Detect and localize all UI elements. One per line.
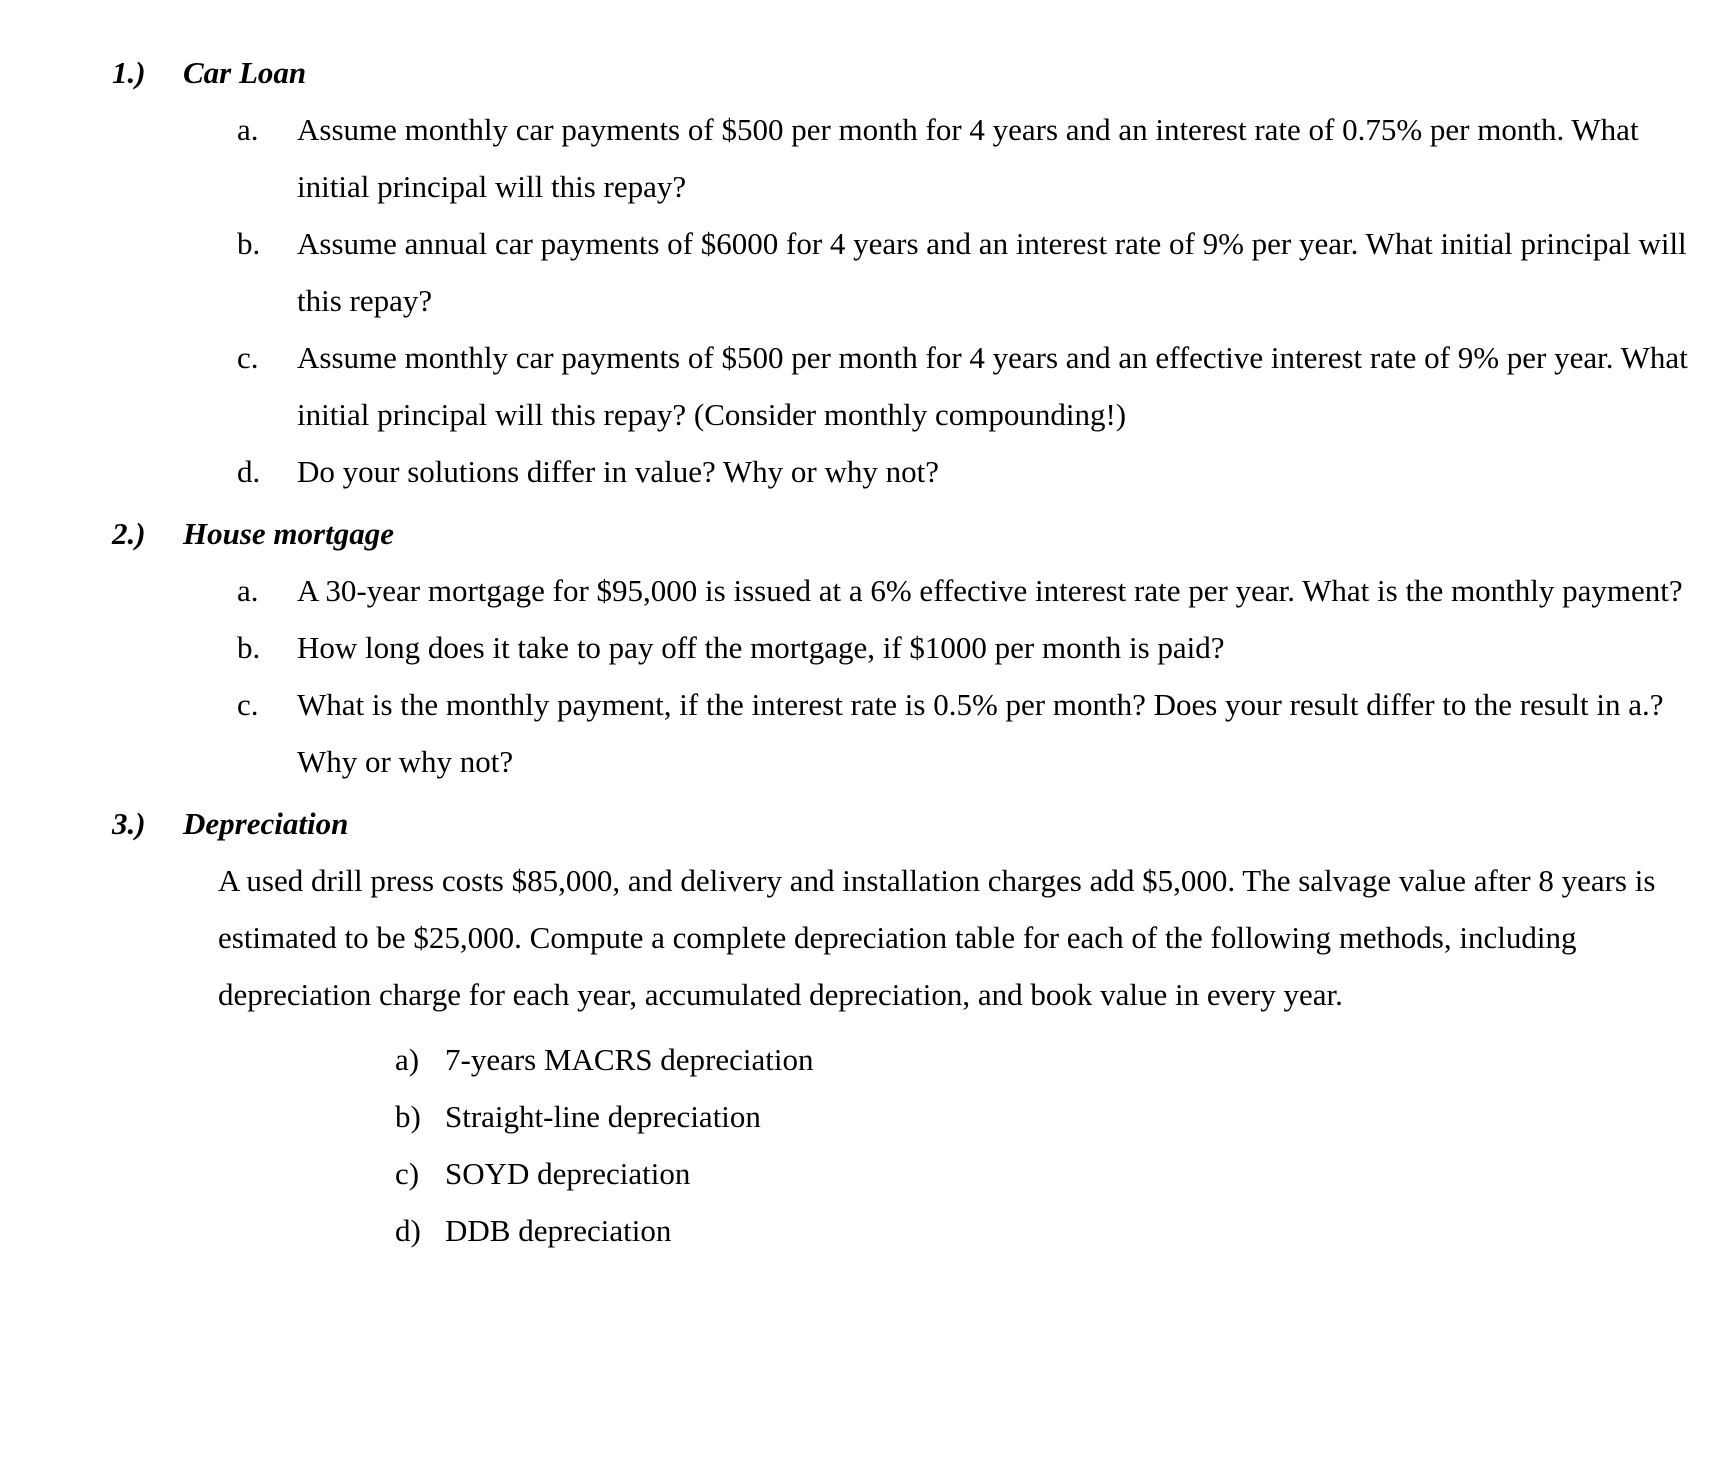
section-2-number: 2.): [112, 516, 146, 551]
list-item-marker: a.: [237, 573, 259, 608]
section-1-heading: [112, 44, 1706, 101]
list-item-marker: c.: [237, 687, 259, 722]
list-item-marker: c.: [237, 340, 259, 375]
sub-list-item-marker: a): [395, 1042, 420, 1077]
section-1-title: Car Loan: [183, 55, 307, 90]
list-item-marker: a.: [237, 112, 259, 147]
section-3-paragraph: A used drill press costs $85,000, and delivery and installation charges add $5,000. The salvage value after 8 years is estimated to be $25,000. Compute a complete depreciation table for each of the following methods, including depreciation charge for each year, accumulated depreciation, and book value in every year.: [218, 863, 1656, 1012]
sub-list-item-text: DDB depreciation: [445, 1213, 672, 1248]
section-3-number: 3.): [112, 806, 146, 841]
section-3-heading: [112, 795, 1706, 852]
depreciation-methods-list: [395, 1031, 1706, 1259]
list-item-text: How long does it take to pay off the mortgage, if $1000 per month is paid?: [297, 630, 1225, 665]
sub-list-item-text: SOYD depreciation: [445, 1156, 691, 1191]
list-item-text: Do your solutions differ in value? Why or why not?: [297, 454, 939, 489]
list-item: [237, 329, 1706, 443]
list-item-text: Assume monthly car payments of $500 per month for 4 years and an effective interest rate of 9% per year. What initial principal will this repay? (Consider monthly compounding!): [297, 340, 1688, 432]
list-item-text: A 30-year mortgage for $95,000 is issued at a 6% effective interest rate per year. What is the monthly payment?: [297, 573, 1683, 608]
list-item: [237, 562, 1706, 619]
list-item-marker: b.: [237, 630, 261, 665]
list-item-text: Assume annual car payments of $6000 for 4 years and an interest rate of 9% per year. What initial principal will this repay?: [297, 226, 1687, 318]
list-item-text: Assume monthly car payments of $500 per month for 4 years and an interest rate of 0.75% per month. What initial principal will this repay?: [297, 112, 1639, 204]
sub-list-item-marker: d): [395, 1213, 421, 1248]
section-1-number: 1.): [112, 55, 146, 90]
sub-list-item: [395, 1088, 1706, 1145]
list-item: [237, 676, 1706, 790]
sub-list-item-text: Straight-line depreciation: [445, 1099, 761, 1134]
section-2-heading: [112, 505, 1706, 562]
list-item: [237, 443, 1706, 500]
list-item: [237, 101, 1706, 215]
sub-list-item-marker: c): [395, 1156, 420, 1191]
sub-list-item-text: 7-years MACRS depreciation: [445, 1042, 814, 1077]
sub-list-item-marker: b): [395, 1099, 421, 1134]
list-item-text: What is the monthly payment, if the interest rate is 0.5% per month? Does your result differ to the result in a.? Why or why not?: [297, 687, 1664, 779]
list-item: [237, 619, 1706, 676]
list-item-marker: d.: [237, 454, 261, 489]
section-3-title: Depreciation: [183, 806, 349, 841]
section-2-title: House mortgage: [183, 516, 394, 551]
list-item: [237, 215, 1706, 329]
sub-list-item: [395, 1031, 1706, 1088]
list-item-marker: b.: [237, 226, 261, 261]
sub-list-item: [395, 1145, 1706, 1202]
sub-list-item: [395, 1202, 1706, 1259]
